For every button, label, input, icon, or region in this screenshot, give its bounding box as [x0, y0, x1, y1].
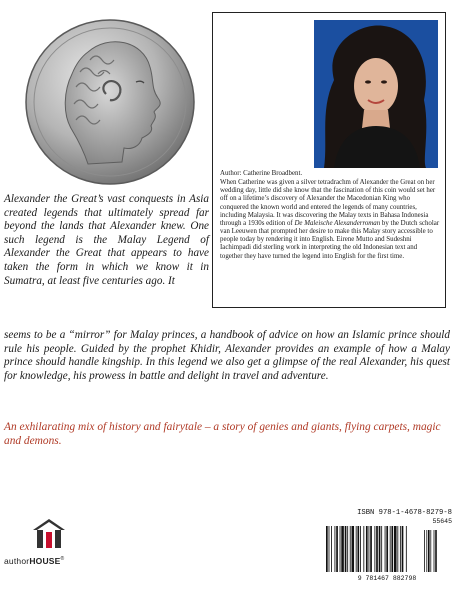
- blurb-paragraph-part-2: seems to be a “mirror” for Malay princes, a handbook of advice on how an Islamic prince should rule his people. Guided by the prophet Khidir, Alexander provides an example of how a Malay prince should handle kingship. In this legend we also get a glimpse of the real Alexander, his quest for knowledge, his prowess in battle and delight in travel and adventure.: [4, 329, 450, 382]
- isbn-number: ISBN 978-1-4678-8279-8: [357, 509, 452, 517]
- publisher-logo-block: [4, 518, 124, 578]
- publisher-name-bold: HOUSE: [29, 556, 61, 566]
- author-caption: Author: Catherine Broadbent.: [220, 170, 303, 177]
- publisher-name-light: author: [4, 556, 30, 566]
- tagline: An exhilarating mix of history and fairytale – a story of genies and giants, flying carpets, magic and demons.: [4, 421, 441, 447]
- silver-tetradrachm-coin-image: [18, 12, 198, 192]
- barcode-bars: [326, 526, 450, 576]
- authorhouse-logo-icon: [32, 518, 66, 550]
- author-bio-text-1: When Catherine was given a silver tetradrachm of Alexander the Great on her wedding day, little did she know that the fascination of this coin would set her off on a lifetime’s discovery of Alexander the Macedonian King who conquered the known world and entered the legends of many countries, including Malaysia. It was discovering the Malay texts in Bahasa Indonesia through a 1930s edition of: [220, 179, 436, 227]
- author-bio-text-2: by the Dutch scholar van Leeuwen that prompted her desire to make this Malay story accessible to people today by rendering it into English. Eirene Mutto and Sudeshni Iachimpadi did sterling work in interpreting the old Indonesian text and together they have turned the legend into English for the first time.: [220, 219, 440, 260]
- author-bio-book-title: De Maleische Alexanderroman: [294, 219, 381, 227]
- blurb-paragraph-part-1: Alexander the Great’s vast conquests in Asia created legends that ultimately spread far beyond the lands that Alexander knew. One such legend is the Malay Legend of Alexander the Great that appears to have taken the form in which we know it in Sumatra, at least five centuries ago. It: [4, 193, 209, 287]
- isbn-barcode: [322, 509, 452, 585]
- publisher-name: [4, 556, 124, 566]
- publisher-registered-mark: ®: [60, 556, 65, 563]
- author-info-panel: [212, 12, 446, 308]
- barcode-price-code: 55645: [432, 518, 452, 525]
- barcode-digits: 9 781467 882798: [357, 575, 417, 582]
- author-bio: [220, 170, 440, 261]
- author-portrait-photo: [314, 20, 438, 168]
